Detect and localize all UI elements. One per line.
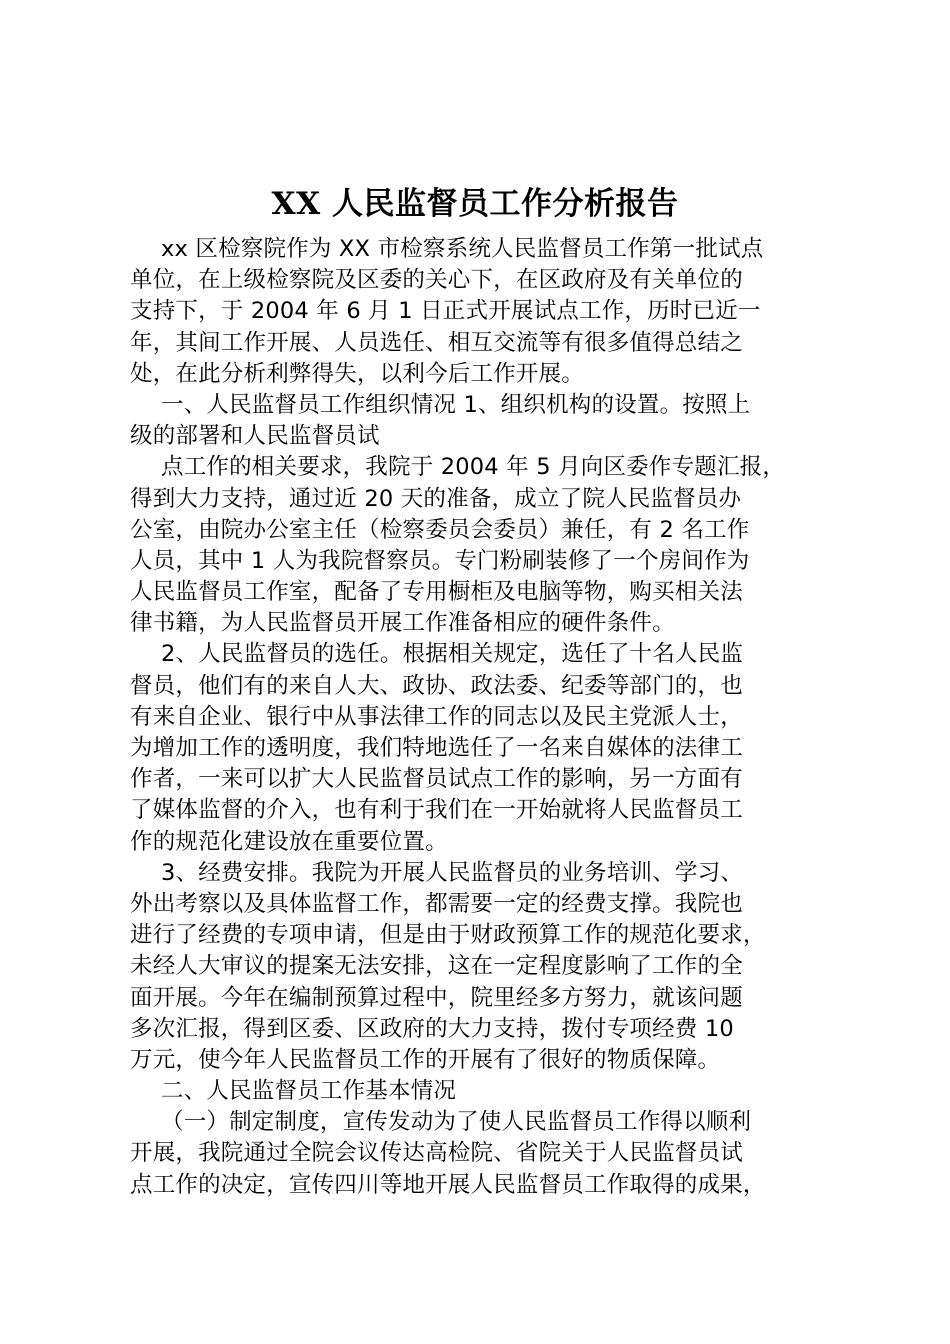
body-line: 万元，使今年人民监督员工作的开展有了很好的物质保障。	[130, 1046, 721, 1073]
body-line: 律书籍，为人民监督员开展工作准备相应的硬件条件。	[130, 610, 675, 637]
body-line: 公室，由院办公室主任（检察委员会委员）兼任，有 2 名工作	[130, 516, 750, 543]
body-line: 进行了经费的专项申请，但是由于财政预算工作的规范化要求，	[130, 922, 766, 949]
body-line: 年，其间工作开展、人员选任、相互交流等有很多值得总结之	[130, 329, 743, 356]
body-line: 处，在此分析利弊得失，以利今后工作开展。	[130, 360, 585, 387]
body-line: 有来自企业、银行中从事法律工作的同志以及民主党派人士，	[130, 703, 743, 730]
body-line: 级的部署和人民监督员试	[130, 423, 380, 450]
body-line: 作的规范化建设放在重要位置。	[130, 828, 448, 855]
body-line: （一）制定制度，宣传发动为了使人民监督员工作得以顺利	[161, 1109, 752, 1136]
body-line: xx 区检察院作为 XX 市检察系统人民监督员工作第一批试点	[161, 236, 764, 262]
body-line: 外出考察以及具体监督工作，都需要一定的经费支撑。我院也	[130, 890, 743, 917]
body-line: 一、人民监督员工作组织情况 1、组织机构的设置。按照上	[161, 391, 751, 418]
body-line: 作者，一来可以扩大人民监督员试点工作的影响，另一方面有	[130, 766, 743, 793]
body-line: 支持下，于 2004 年 6 月 1 日正式开展试点工作，历时已近一	[130, 298, 761, 325]
body-line: 得到大力支持，通过近 20 天的准备，成立了院人民监督员办	[130, 485, 742, 512]
body-line: 人员，其中 1 人为我院督察员。专门粉刷装修了一个房间作为	[130, 547, 750, 574]
body-line: 开展，我院通过全院会议传达高检院、省院关于人民监督员试	[130, 1140, 743, 1167]
body-line: 单位，在上级检察院及区委的关心下，在区政府及有关单位的	[130, 267, 743, 294]
body-line: 点工作的相关要求，我院于 2004 年 5 月向区委作专题汇报，	[161, 454, 786, 481]
body-line: 多次汇报，得到区委、区政府的大力支持，拨付专项经费 10	[130, 1015, 734, 1042]
body-line: 面开展。今年在编制预算过程中，院里经多方努力，就该问题	[130, 984, 743, 1011]
document-body	[130, 234, 830, 1201]
body-line: 督员，他们有的来自人大、政协、政法委、纪委等部门的，也	[130, 672, 743, 699]
body-line: 2、人民监督员的选任。根据相关规定，选任了十名人民监	[161, 641, 744, 668]
body-line: 了媒体监督的介入，也有利于我们在一开始就将人民监督员工	[130, 797, 743, 824]
body-line: 二、人民监督员工作基本情况	[161, 1078, 457, 1105]
body-line: 未经人大审议的提案无法安排，这在一定程度影响了工作的全	[130, 953, 743, 980]
document-title: XX 人民监督员工作分析报告	[271, 186, 679, 222]
body-line: 为增加工作的透明度，我们特地选任了一名来自媒体的法律工	[130, 735, 743, 761]
body-line: 人民监督员工作室，配备了专用橱柜及电脑等物，购买相关法	[130, 579, 743, 606]
body-line: 3、经费安排。我院为开展人民监督员的业务培训、学习、	[161, 859, 744, 886]
body-line: 点工作的决定，宣传四川等地开展人民监督员工作取得的成果，	[130, 1171, 766, 1198]
